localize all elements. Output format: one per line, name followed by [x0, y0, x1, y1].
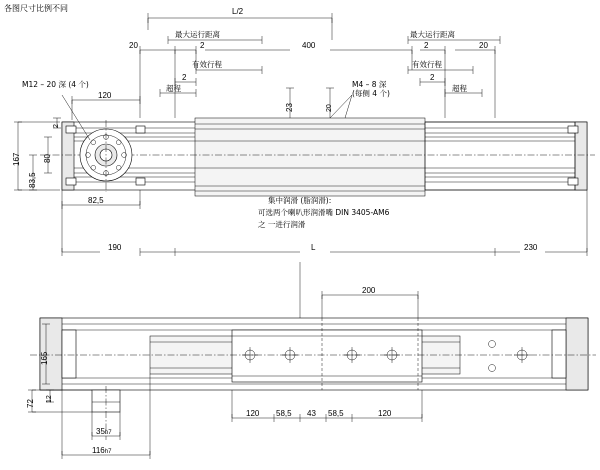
- effective-stroke-left: 有效行程: [192, 60, 222, 69]
- dim-116-value: 116: [92, 446, 105, 455]
- dim-80: 80: [43, 154, 52, 163]
- max-travel-right: 最大运行距离: [410, 30, 455, 39]
- dim-165: 165: [40, 351, 49, 365]
- dim-58-5-right: 58,5: [328, 409, 344, 418]
- dim-190: 190: [108, 243, 122, 252]
- callout-m4-line1: M4 – 8 深: [352, 80, 387, 89]
- dim-400: 400: [302, 41, 316, 50]
- overtravel-left: 超程: [166, 84, 181, 93]
- lubrication-note-3: 之 一进行润滑: [258, 220, 306, 229]
- dim-116-h7: [92, 446, 111, 457]
- dim-half-length: L/2: [232, 7, 244, 16]
- overtravel-right: 超程: [452, 84, 467, 93]
- dim-167: 167: [12, 152, 21, 166]
- dim-58-5-left: 58,5: [276, 409, 292, 418]
- dim-120-bottom-left: 120: [246, 409, 260, 418]
- tolerance-h7: h7: [104, 430, 112, 436]
- callout-m12: M12 – 20 深 (4 个): [22, 80, 89, 89]
- tolerance-h7-2: h7: [104, 449, 112, 455]
- dim-20-left: 20: [129, 41, 138, 50]
- dim-35-value: 35: [96, 427, 105, 436]
- callout-m4-line2: (每侧 4 个): [352, 89, 390, 98]
- dim-120-bottom-right: 120: [378, 409, 392, 418]
- dim-20-right: 20: [479, 41, 488, 50]
- dim-35-h7: [96, 427, 112, 438]
- max-travel-left: 最大运行距离: [175, 30, 220, 39]
- lubrication-note-1: 集中润滑 (脂润滑):: [268, 196, 332, 205]
- dim-230: 230: [524, 243, 538, 252]
- dim-2-right: 2: [424, 41, 429, 50]
- dim-2-side: 2: [53, 124, 60, 128]
- dim-82-5: 82,5: [88, 196, 104, 205]
- dim-20-vertical: 20: [326, 104, 333, 112]
- figure-note: 各图尺寸比例不同: [4, 4, 68, 13]
- dim-120-top: 120: [98, 91, 112, 100]
- effective-stroke-right: 有效行程: [412, 60, 442, 69]
- dim-200: 200: [362, 286, 376, 295]
- dim-72: 72: [26, 399, 35, 408]
- dim-12: 12: [46, 395, 53, 403]
- lubrication-note-2: 可选两个喇叭形润滑嘴 DIN 3405-AM6: [258, 208, 390, 217]
- dim-L: L: [311, 243, 316, 252]
- dim-23: 23: [285, 103, 294, 112]
- dim-2-right-2: 2: [430, 73, 435, 82]
- dim-2-left: 2: [200, 41, 205, 50]
- dim-43: 43: [307, 409, 316, 418]
- dim-83-5: 83,5: [28, 172, 37, 188]
- dim-2-left-2: 2: [182, 73, 187, 82]
